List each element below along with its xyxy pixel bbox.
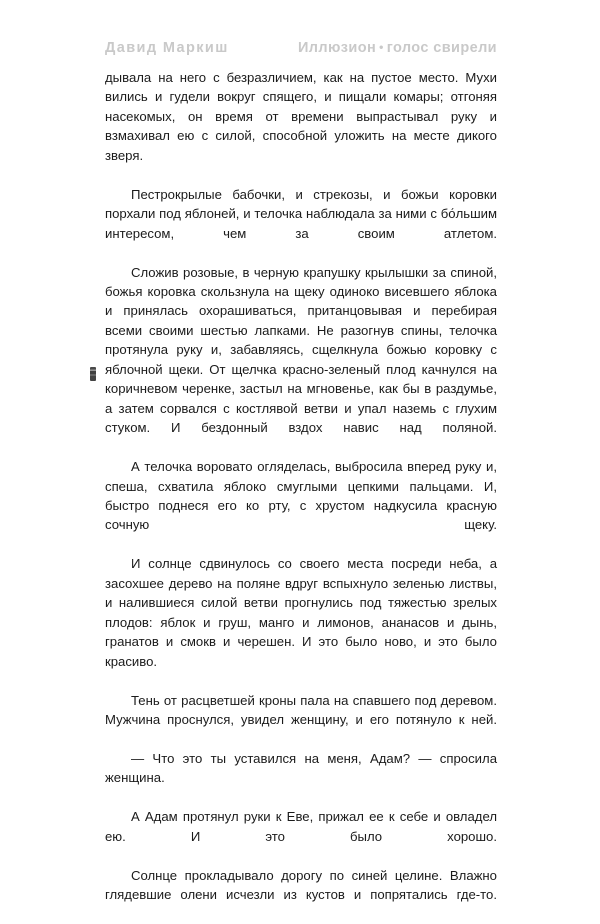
paragraph-p3: Сложив розовые, в черную крапушку крылышки за спиной, божья коровка скользнула на щеку одиноко висевшего яблока и принялась охорашиваться, пританцовывая и перебирая всеми своими шестью лапками. Не разогнув спины, телочка протянула руку и, забавляясь, сщелкнула божью коровку с яблочной щеки. От щелчка красно-зеленый плод качнулся на коричневом черенке, застыл на мгновенье, как бы в раздумье, а затем сорвался с костлявой ветви и упал наземь с глухим стуком. И бездонный вздох навис над поляной.: [105, 264, 497, 436]
paragraph-p6: Тень от расцветшей кроны пала на спавшего под деревом. Мужчина проснулся, увидел женщину, и его потянуло к ней.: [105, 692, 497, 727]
running-head-title-main: Иллюзион: [297, 40, 377, 56]
paragraph-p7: — Что это ты уставился на меня, Адам? — спросила женщина.: [105, 750, 497, 786]
running-head-title: [298, 40, 497, 56]
paragraph-p9: Солнце прокладывало дорогу по синей целине. Влажно глядевшие олени исчезли из кустов и попрятались где-то.: [105, 867, 497, 903]
paragraph-p4: А телочка воровато огляделась, выбросила вперед руку и, спеша, схватила яблоко смуглыми цепкими пальцами. И, быстро поднеся его ко рту, с хрустом надкусила красную сочную щеку.: [105, 459, 497, 533]
running-head-title-sub: голос свирели: [386, 40, 497, 56]
scan-artifact-mark: [90, 367, 96, 381]
body-text-column: [105, 68, 497, 924]
paragraph-p5: И солнце сдвинулось со своего места посреди неба, а засохшее дерево на поляне вдруг вспыхнуло зеленью листвы, и налившиеся силой ветви прогнулись под тяжестью зрелых плодов: яблок и груш, манго и лимонов, ананасов и дынь, гранатов и смокв и черешен. И это было ново, и это было красиво.: [105, 556, 497, 669]
running-head-author: Давид Маркиш: [105, 40, 229, 56]
bullet-separator-icon: •: [379, 40, 384, 54]
paragraph-p8: А Адам протянул руки к Еве, прижал ее к себе и овладел ею. И это было хорошо.: [105, 809, 497, 844]
paragraph-p2: Пестрокрылые бабочки, и стрекозы, и божьи коровки порхали под яблоней, и телочка наблюдала за ними с бо́льшим интересом, чем за своим атлетом.: [105, 186, 497, 241]
running-head: [105, 38, 497, 58]
paragraph-p1: дывала на него с безразличием, как на пустое место. Мухи вились и гудели вокруг спящего, и пищали комары; отгоняя насекомых, он время от времени выпрастывал руку и взмахивал ею с силой, способной уложить на месте дикого зверя.: [105, 70, 497, 163]
